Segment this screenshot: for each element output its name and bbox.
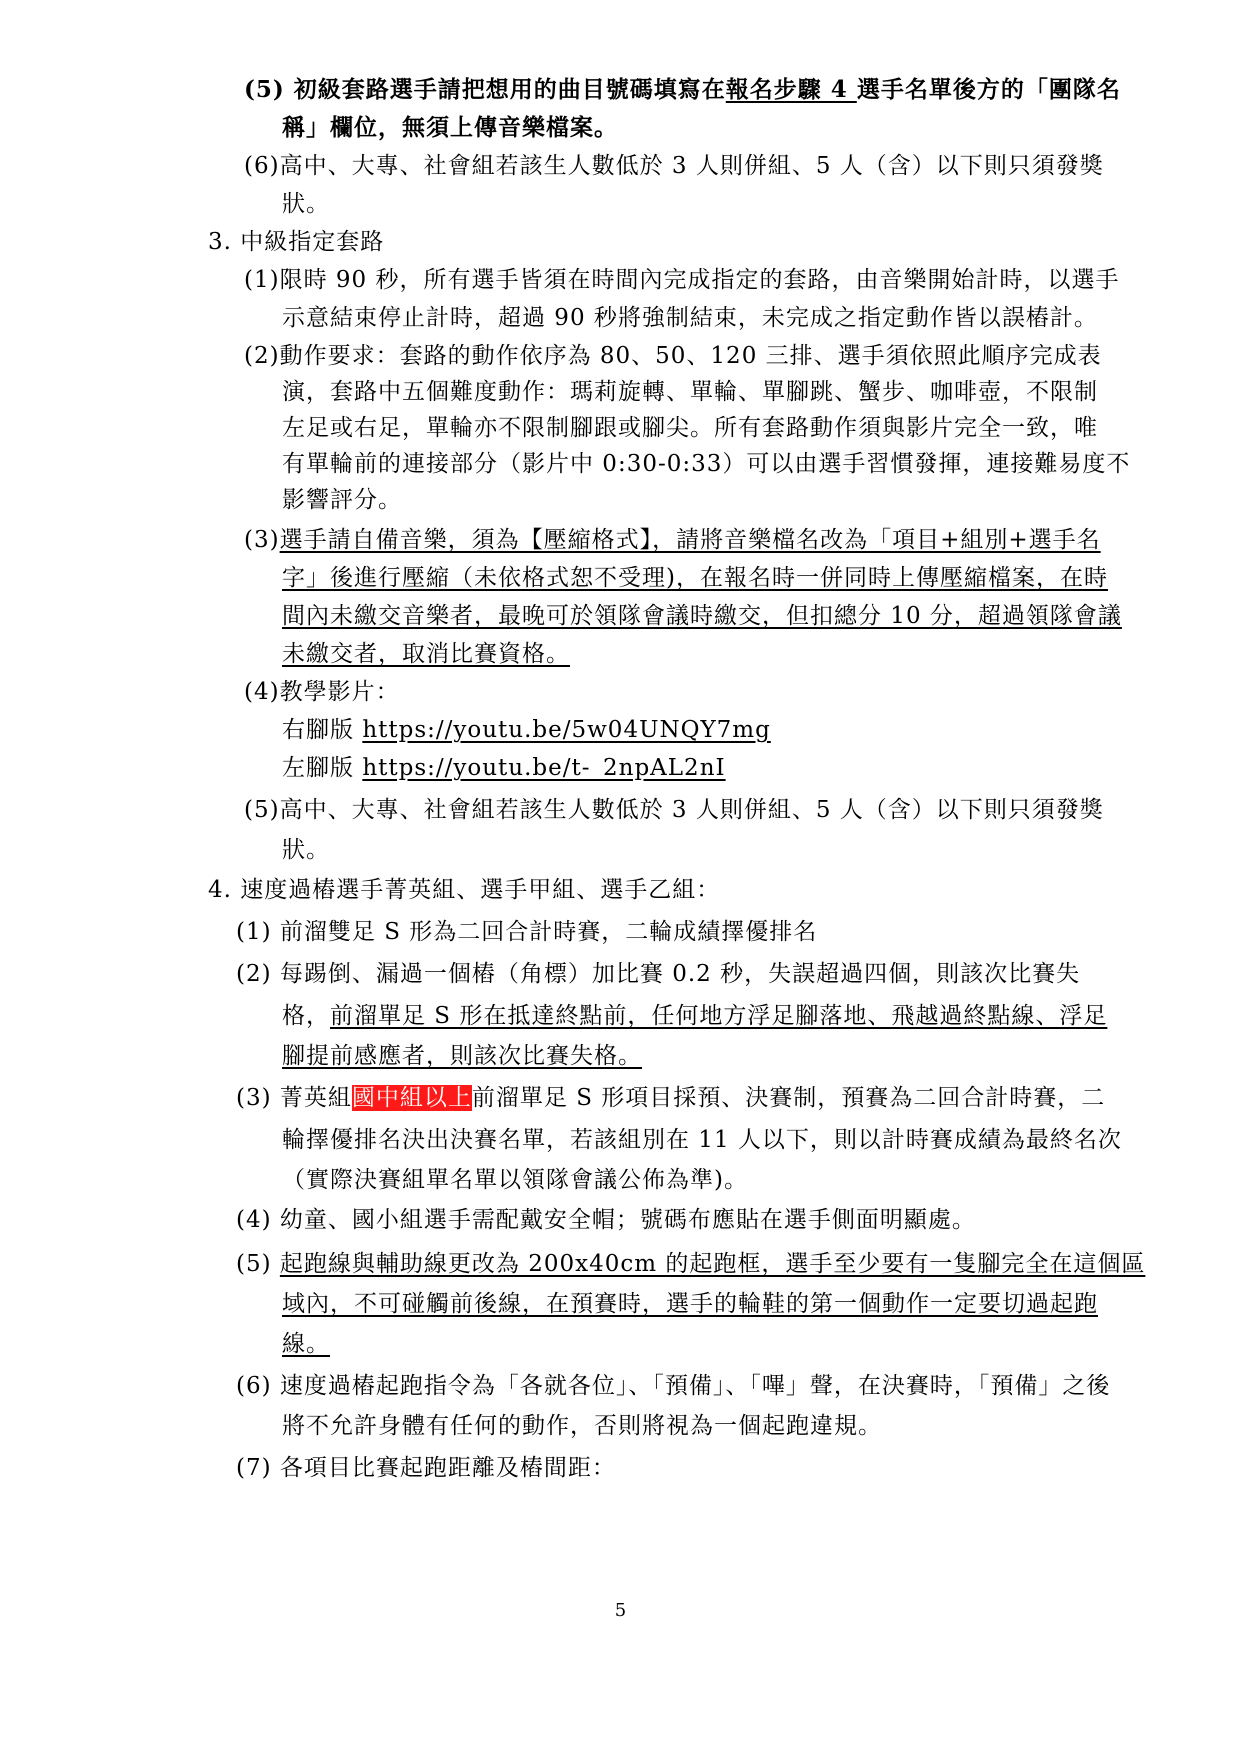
item-5-line-2: 稱」欄位，無須上傳音樂檔案。 (282, 114, 618, 141)
s3-item-1-line-1: (1)限時 90 秒，所有選手皆須在時間內完成指定的套路，由音樂開始計時，以選手 (244, 267, 1120, 293)
s3-item-4-title: (4)教學影片： (244, 679, 400, 705)
section-4-heading: 4. 速度過樁選手菁英組、選手甲組、選手乙組： (208, 877, 721, 903)
s4-item-3-line-2: 輪擇優排名決出決賽名單，若該組別在 11 人以下，則以計時賽成績為最終名次 (282, 1127, 1122, 1153)
item-6-line-1: (6)高中、大專、社會組若該生人數低於 3 人則併組、5 人（含）以下則只須發獎 (244, 153, 1104, 179)
section-3-heading: 3. 中級指定套路 (208, 229, 385, 255)
s3-item-2-line-4: 有單輪前的連接部分（影片中 0:30-0:33）可以由選手習慣發揮，連接難易度不 (282, 451, 1131, 477)
s4-item-1: (1) 前溜雙足 S 形為二回合計時賽，二輪成績擇優排名 (236, 919, 818, 945)
s4-item-2-line-2 (282, 1001, 1107, 1031)
right-foot-video-link[interactable]: https://youtu.be/5w04UNQY7mg (362, 717, 771, 743)
left-foot-video-link[interactable]: https://youtu.be/t-_2npAL2nI (362, 755, 726, 781)
s4-item-3-line-1 (236, 1083, 1105, 1113)
s4-item-2-lead: 格， (282, 1003, 330, 1029)
s3-item-3-number: (3) (244, 527, 280, 553)
left-foot-label: 左腳版 (282, 755, 363, 781)
s4-item-4: (4) 幼童、國小組選手需配戴安全帽；號碼布應貼在選手側面明顯處。 (236, 1207, 976, 1233)
s4-item-2-underlined: 前溜單足 S 形在抵達終點前，任何地方浮足腳落地、飛越過終點線、浮足 (330, 1003, 1108, 1029)
s4-item-5-line-1 (236, 1249, 1145, 1279)
s3-item-2-line-3: 左足或右足，單輪亦不限制腳跟或腳尖。所有套路動作須與影片完全一致，唯 (282, 415, 1098, 441)
s4-item-3-pre: (3) 菁英組 (236, 1085, 352, 1111)
s3-item-5-line-2: 狀。 (282, 837, 330, 863)
s4-item-6-line-2: 將不允許身體有任何的動作，否則將視為一個起跑違規。 (282, 1413, 882, 1439)
item-5-rest: 選手名單後方的「團隊名 (856, 76, 1121, 103)
s4-item-3-post: 前溜單足 S 形項目採預、決賽制，預賽為二回合計時賽，二 (471, 1085, 1106, 1111)
s3-item-3-line-4: 未繳交者，取消比賽資格。 (282, 641, 570, 667)
s3-item-5-line-1: (5)高中、大專、社會組若該生人數低於 3 人則併組、5 人（含）以下則只須發獎 (244, 797, 1104, 823)
s3-item-3-text-1: 選手請自備音樂，須為【壓縮格式】，請將音樂檔名改為「項目+組別+選手名 (279, 527, 1101, 553)
s3-item-3-line-2: 字」後進行壓縮（未依格式恕不受理)，在報名時一併同時上傳壓縮檔案，在時 (282, 565, 1108, 591)
s4-item-3-line-3: （實際決賽組單名單以領隊會議公佈為準)。 (282, 1167, 748, 1193)
s4-item-6-line-1: (6) 速度過樁起跑指令為「各就各位」、「預備」、「嗶」聲，在決賽時，「預備」之後 (236, 1373, 1111, 1399)
s4-item-5-line-3: 線。 (282, 1331, 330, 1357)
s4-item-5-text-1: 起跑線與輔助線更改為 200x40cm 的起跑框，選手至少要有一隻腳完全在這個區 (279, 1251, 1146, 1277)
s3-item-1-line-2: 示意結束停止計時，超過 90 秒將強制結束，未完成之指定動作皆以誤樁計。 (282, 305, 1098, 331)
junior-high-highlight: 國中組以上 (351, 1085, 472, 1111)
item-6-line-2: 狀。 (282, 191, 330, 217)
right-foot-video-row (282, 715, 771, 745)
s3-item-3-line-1 (244, 525, 1101, 555)
item-5-prefix: (5) 初級套路選手請把想用的曲目號碼填寫在 (244, 76, 726, 103)
s4-item-5-line-2: 域內，不可碰觸前後線，在預賽時，選手的輪鞋的第一個動作一定要切過起跑 (282, 1291, 1098, 1317)
right-foot-label: 右腳版 (282, 717, 363, 743)
s4-item-2-line-1: (2) 每踢倒、漏過一個樁（角標）加比賽 0.2 秒，失誤超過四個，則該次比賽失 (236, 961, 1081, 987)
s3-item-2-line-2: 演，套路中五個難度動作：瑪莉旋轉、單輪、單腳跳、蟹步、咖啡壺，不限制 (282, 379, 1098, 405)
s3-item-2-line-5: 影響評分。 (282, 487, 402, 513)
item-5-line-1 (244, 75, 1121, 105)
s3-item-3-line-3: 間內未繳交音樂者，最晚可於領隊會議時繳交，但扣總分 10 分，超過領隊會議 (282, 603, 1122, 629)
s3-item-2-line-1: (2)動作要求：套路的動作依序為 80、50、120 三排、選手須依照此順序完成表 (244, 343, 1102, 369)
s4-item-7: (7) 各項目比賽起跑距離及樁間距： (236, 1455, 616, 1481)
page-number: 5 (614, 1600, 627, 1621)
s4-item-5-number: (5) (236, 1251, 280, 1277)
registration-step-4: 報名步驟 4 (725, 76, 857, 103)
s4-item-2-line-3: 腳提前感應者，則該次比賽失格。 (282, 1043, 642, 1069)
left-foot-video-row (282, 753, 726, 783)
